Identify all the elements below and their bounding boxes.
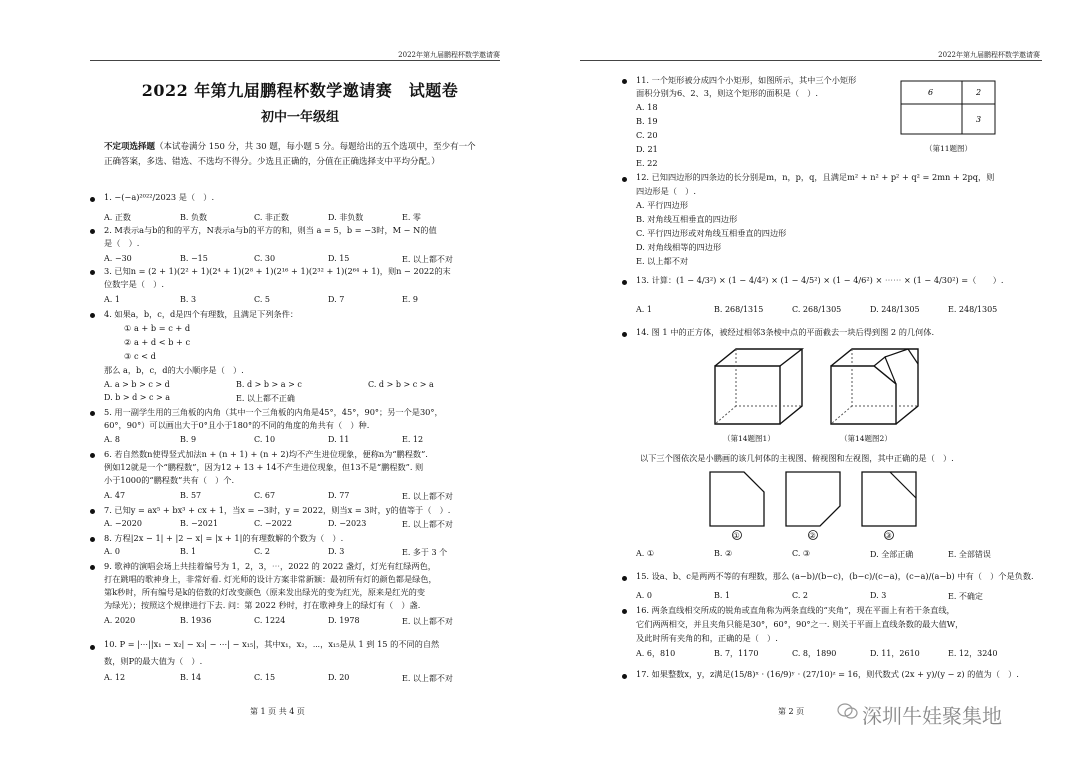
option[interactable]: C. 2 [254,547,271,556]
bullet [622,576,627,581]
option[interactable]: B. 57 [180,491,202,500]
option[interactable]: B. 9 [180,435,197,444]
cut-edge [885,349,908,357]
figure-14-cube-1 [710,344,810,428]
watermark-text: 深圳牛娃聚集地 [862,704,1002,728]
question-13: 13. 计算：(1 − 4/3²) × (1 − 4/4²) × (1 − 4/5²) × (1 − 4/6²) × ⋯⋯ × (1 − 4/30²) =（ ）. [636,275,1004,285]
question-4-options-row1 [104,380,434,389]
option[interactable]: C. d > b > c > a [368,380,434,389]
question-9-options [104,616,453,627]
option[interactable]: E. 以上都不对 [402,674,453,683]
question-4-cont: 那么 a，b，c，d的大小顺序是（ ）. [104,365,244,375]
header-rule [580,60,1042,61]
figure-14-caption-2: （第14题图2） [840,434,892,443]
option[interactable]: B. 1 [714,591,731,600]
option[interactable]: B. d > b > a > c [236,380,302,389]
option[interactable]: A. 12 [104,673,126,682]
option[interactable]: D. 15 [328,254,350,263]
question-4: 4. 如果a，b，c，d是四个有理数，且满足下列条件： [104,309,299,319]
option[interactable]: E. 248/1305 [948,305,998,314]
question-5: 5. 用一副学生用的三角板的内角（其中一个三角板的内角是45°，45°，90°；另一个是30°， [104,407,443,417]
question-2: 2. M表示a与b的和的平方，N表示a与b的平方的和，则当 a = 5，b = −3时，M − N的值 [104,225,437,235]
question-7-options [104,519,453,530]
option[interactable]: E. 12，3240 [948,649,998,658]
question-14-options [636,549,991,560]
hidden-edge [715,406,736,424]
option[interactable]: A. −30 [104,254,132,263]
question-3-cont: 位数字是（ ）. [104,279,164,289]
option[interactable]: C. 2 [792,591,809,600]
bullet [90,453,95,458]
condition-1: ① a + b = c + d [124,323,191,333]
option[interactable]: B. 14 [180,673,202,682]
option[interactable]: E. 不确定 [948,592,983,601]
cell-label: 2 [976,88,982,97]
option[interactable]: B. 负数 [180,213,207,222]
bullet [622,609,627,614]
option[interactable]: D. 11 [328,435,350,444]
question-16: 16. 两条直线相交所成的锐角或直角称为两条直线的“夹角”，现在平面上有若干条直线， [636,605,955,615]
option[interactable]: D. 248/1305 [870,305,920,314]
question-8-options [104,547,447,558]
cell-label: 3 [976,115,982,124]
option[interactable]: A. 18 [636,102,658,112]
option[interactable]: C. 平行四边形或对角线互相垂直的四边形 [636,228,787,238]
exam-title: 2022 年第九届鹏程杯数学邀请赛 试题卷 [141,81,459,100]
option[interactable]: C. −2022 [254,519,292,528]
instructions-heading: 不定项选择题 [104,142,156,152]
option[interactable]: E. 12 [402,435,424,444]
bullet [90,411,95,416]
question-2-cont: 是（ ）. [104,238,140,248]
option[interactable]: E. 多于 3 个 [402,548,448,557]
option[interactable]: A. 平行四边形 [636,200,689,210]
exam-subtitle: 初中一年级组 [260,110,339,125]
cube-side-face [780,349,802,424]
view-outline [862,472,916,526]
condition-3: ③ c < d [124,351,156,361]
question-9: 9. 歌神的演唱会场上共挂着编号为 1，2，3，⋯，2022 的 2022 盏灯，灯光有红绿两色， [104,561,436,571]
option[interactable]: E. 以上都不对 [636,256,689,266]
option[interactable]: C. ③ [792,549,811,558]
solid-outline [831,349,918,424]
question-5-options [104,435,423,444]
question-9-cont: 打在跳唱的歌神身上，非常好看. 灯光师的设计方案非常新颖：最初所有灯的颜色都是绿色， [104,574,437,584]
bullet [90,509,95,514]
bullet [622,674,627,679]
option[interactable]: E. 9 [402,295,419,304]
question-1: 1. −(−a)²⁰²²/2023 是（ ）. [104,192,215,202]
question-14-cont: 以下三个图依次是小鹏画的该几何体的主视图、俯视图和左视图，其中正确的是（ ）. [640,453,954,463]
view-label: ① [733,531,740,540]
option[interactable]: B. 19 [636,116,658,126]
option[interactable]: A. 2020 [104,616,136,625]
option[interactable]: E. 以上都不对 [402,520,453,529]
option[interactable]: B. −2021 [180,519,219,528]
option[interactable]: D. 11，2610 [870,649,920,658]
question-10-options [104,673,453,684]
option[interactable]: C. 30 [254,254,276,263]
question-3: 3. 已知n = (2 + 1)(2² + 1)(2⁴ + 1)(2⁸ + 1)(2¹⁶ + 1)(2³² + 1)(2⁶⁴ + 1)，则n − 2022的末 [104,266,451,276]
option[interactable]: A. 正数 [104,213,131,222]
question-17: 17. 如果整数x，y，z满足(15/8)ˣ · (16/9)ʸ · (27/10)ᶻ = 16，则代数式 (2x + y)/(y − z) 的值为（ ）. [636,669,1019,679]
question-16-cont: 它们两两相交，并且夹角只能是30°，60°，90°之一. 则关于平面上直线条数的最大值W， [636,619,964,629]
option[interactable]: A. −2020 [104,519,142,528]
hidden-edges [736,349,802,406]
question-16-options [636,648,997,659]
bullet [622,79,627,84]
hidden-edge [831,406,852,424]
option[interactable]: C. 67 [254,491,276,500]
option[interactable]: E. 以上都不对 [402,617,453,626]
cut-face [874,357,896,384]
option[interactable]: A. 47 [104,491,126,500]
option[interactable]: B. 7，1170 [714,649,759,658]
option[interactable]: B. 1936 [180,616,212,625]
option[interactable]: A. 1 [636,305,652,314]
option[interactable]: C. 10 [254,435,276,444]
option[interactable]: D. b > d > c > a [104,393,171,402]
option[interactable]: A. 0 [636,591,652,600]
option[interactable]: E. 22 [636,158,658,168]
instructions-text: （本试卷满分 150 分，共 30 题，每小题 5 分。每题给出的五个选项中，至少有一个正确答案，多选、错选、不选均不得分。少选且正确的，分值在正确选择支中平均分配。） [104,142,476,167]
wechat-icon [837,702,859,720]
option[interactable]: D. 全部正确 [870,550,914,559]
option[interactable]: B. 268/1315 [714,305,764,314]
option[interactable]: C. 20 [636,130,658,140]
option[interactable]: C. 268/1305 [792,305,842,314]
figure-14-caption-1: （第14题图1） [723,434,775,443]
option[interactable]: E. 以上都不正确 [236,394,295,403]
option[interactable]: A. a > b > c > d [104,380,170,389]
figure-14-cube-2 [826,344,926,428]
view-label: ② [809,531,816,540]
question-5-cont: 60°，90°）可以画出大于0°且小于180°的不同的角度的角共有（ ）种. [104,420,370,430]
option[interactable]: E. 零 [402,213,421,222]
option[interactable]: A. 1 [104,295,120,304]
option[interactable]: C. 8，1890 [792,649,837,658]
question-11-cont: 面积分别为6、2、3，则这个矩形的面积是（ ）. [636,88,818,98]
view-outline [710,472,764,526]
option[interactable]: A. 6，810 [636,649,676,658]
view-label: ③ [885,531,892,540]
bullet [90,565,95,570]
option[interactable]: A. 0 [104,547,120,556]
bullet [90,270,95,275]
option[interactable]: D. 20 [328,673,350,682]
option[interactable]: D. 对角线相等的四边形 [636,242,722,252]
option[interactable]: C. 15 [254,673,276,682]
option[interactable]: E. 全部错误 [948,550,991,559]
page-number: 第 2 页 [778,707,805,716]
cube-top-face [715,349,802,366]
question-6-options [104,491,453,502]
running-header: 2022年第九届鹏程杯数学邀请赛 [398,51,500,59]
page-number: 第 1 页 共 4 页 [250,707,305,716]
option[interactable]: B. 3 [180,295,197,304]
option[interactable]: B. −15 [180,254,208,263]
bullet [90,197,95,202]
question-12-cont: 四边形是（ ）. [636,186,696,196]
view-outline [786,472,840,526]
option[interactable]: C. 5 [254,295,271,304]
question-2-options [104,254,453,265]
question-8: 8. 方程|2x − 1| + |2 − x| = |x + 1|的有理数解的个数为（ ）. [104,533,344,543]
question-12: 12. 已知四边形的四条边的长分别是m，n，p，q，且满足m² + n² + p² + q² = 2mn + 2pq，则 [636,172,995,182]
option[interactable]: D. 3 [870,591,887,600]
condition-2: ② a + d < b + c [124,337,191,347]
question-11: 11. 一个矩形被分成四个小矩形，如图所示，其中三个小矩形 [636,75,857,85]
question-9-cont2: 第k秒时，所有编号是k的倍数的灯改变颜色（原来发出绿光的变为红光，原来是红光的变 [104,587,426,597]
bullet [622,177,627,182]
header-rule [90,60,500,61]
question-3-options [104,295,418,304]
question-15-options [636,591,983,602]
bullet [622,280,627,285]
bullet [90,645,95,650]
figure-11-caption: （第11题图） [925,144,973,153]
bullet [90,537,95,542]
question-1-options [104,212,421,223]
question-6-cont2: 小于1000的“鹏程数”共有（ ）个. [104,475,235,485]
option[interactable]: B. 对角线互相垂直的四边形 [636,214,738,224]
question-6-cont: 例如12就是一个“鹏程数”，因为12 + 13 + 14不产生进位现象，但13不是“鹏程数”. 则 [104,462,424,472]
option[interactable]: C. 1224 [254,616,286,625]
option[interactable]: B. ② [714,549,733,558]
running-header: 2022年第九届鹏程杯数学邀请赛 [938,51,1040,59]
view-cut-line [890,472,916,498]
cube-front-face [715,366,780,424]
question-6: 6. 若自然数n使得竖式加法n + (n + 1) + (n + 2)均不产生进位现象，便称n为“鹏程数”. [104,449,428,459]
option[interactable]: B. 1 [180,547,197,556]
option[interactable]: D. −2023 [328,519,367,528]
question-9-cont3: 为绿光）；按照这个规律进行下去. 问：第 2022 秒时，打在歌神身上的绿灯有（ ）盏. [104,600,421,610]
bullet [90,229,95,234]
solid-front-face [831,366,896,424]
option[interactable]: D. 1978 [328,616,360,625]
question-10: 10. P = |⋯||x₁ − x₂| − x₃| − ⋯| − x₁₅|，其中x₁，x₂，⋯，x₁₅是从 1 到 15 的不同的自然 [104,639,440,649]
option[interactable]: D. 21 [636,144,658,154]
instructions [104,140,484,170]
option[interactable]: D. 7 [328,295,345,304]
bullet [622,332,627,337]
cut-edge [908,349,918,364]
cell-label: 6 [928,88,934,97]
question-4-options-row2 [104,393,295,404]
option[interactable]: C. 非正数 [254,213,289,222]
option[interactable]: D. 77 [328,491,350,500]
question-15: 15. 设a、b、c是两两不等的有理数，那么 (a−b)/(b−c)，(b−c)/(c−a)，(c−a)/(a−b) 中有（ ）个是负数. [636,571,1034,581]
option[interactable]: E. 以上都不对 [402,492,453,501]
question-7: 7. 已知y = ax⁵ + bx³ + cx + 1，当x = −3时，y = 2022，则当x = 3时，y的值等于（ ）. [104,505,451,515]
option[interactable]: D. 3 [328,547,345,556]
option[interactable]: A. 8 [104,435,120,444]
option[interactable]: A. ① [636,549,655,558]
question-14: 14. 图 1 中的正方体，被经过相邻3条棱中点的平面截去一块后得到图 2 的几何体. [636,327,935,337]
option[interactable]: D. 非负数 [328,213,364,222]
question-10-cont: 数，则P的最大值为（ ）. [104,656,203,666]
option[interactable]: E. 以上都不对 [402,255,453,264]
question-13-options [636,305,997,314]
page-2 [540,0,1080,768]
question-16-cont2: 及此时所有夹角的和，正确的是（ ）. [636,633,778,643]
bullet [90,313,95,318]
